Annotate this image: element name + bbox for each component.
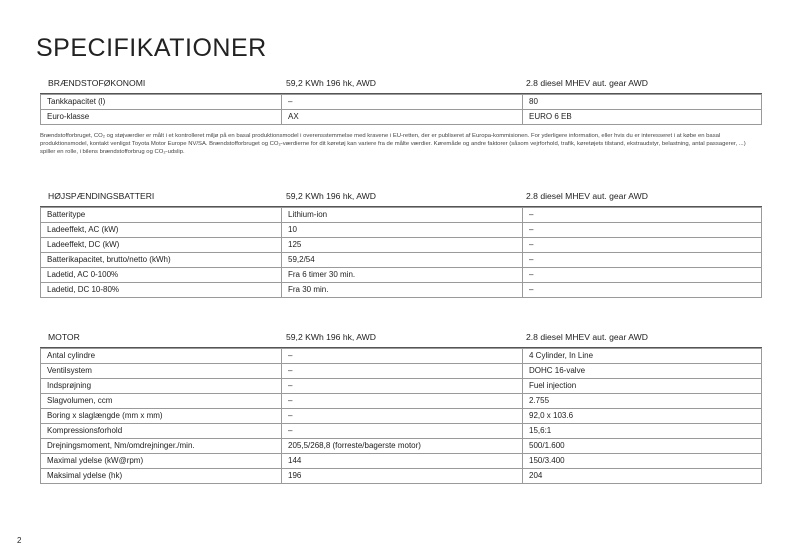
spec-value-diesel: Fuel injection <box>523 379 762 394</box>
column-heading-ev: 59,2 KWh 196 hk, AWD <box>286 191 376 201</box>
fuel-disclaimer-note: Brændstofforbruget, CO₂ og støjværdier er målt i et kontrolleret miljø på en basal produktionsmodel i overensstemmelse med kravene i EU-retten, der er publiseret af Europa-kommisionen. For yderligere information, eller hvis du er interesseret i at købe en basal produktionsmodel, kontakt venligst Toyota Motor Europe NV/SA. Brændstofforbruget og CO₂-værdierne for dit køretøj kan variere fra de målte værdier. Køremåde og andre faktorer (såsom vejrforhold, trafik, køretøjets tilstand, ekstraudstyr, belastning, antal passagerer, ...) spiller en rolle, i bilens brændstofforbrug og CO₂-udslip. <box>40 133 746 156</box>
spec-value-diesel: 80 <box>523 95 762 110</box>
spec-value-diesel: 500/1.600 <box>523 439 762 454</box>
spec-label: Euro-klasse <box>41 110 282 125</box>
spec-value-ev: – <box>282 394 523 409</box>
page-number: 2 <box>17 536 22 545</box>
spec-value-ev: – <box>282 409 523 424</box>
table-row <box>41 223 762 238</box>
table-row <box>41 253 762 268</box>
spec-label: Maximal ydelse (kW@rpm) <box>41 454 282 469</box>
table-row <box>41 110 762 125</box>
spec-table <box>40 207 762 298</box>
spec-value-ev: 59,2/54 <box>282 253 523 268</box>
spec-value-ev: Fra 30 min. <box>282 283 523 298</box>
spec-value-diesel: 15,6:1 <box>523 424 762 439</box>
table-row <box>41 454 762 469</box>
table-row <box>41 364 762 379</box>
spec-label: Boring x slaglængde (mm x mm) <box>41 409 282 424</box>
spec-value-diesel: DOHC 16-valve <box>523 364 762 379</box>
column-heading-diesel: 2.8 diesel MHEV aut. gear AWD <box>526 78 648 88</box>
spec-value-diesel: – <box>523 223 762 238</box>
table-row <box>41 469 762 484</box>
spec-label: Maksimal ydelse (hk) <box>41 469 282 484</box>
table-row <box>41 439 762 454</box>
table-row <box>41 208 762 223</box>
spec-value-diesel: – <box>523 253 762 268</box>
spec-value-diesel: – <box>523 268 762 283</box>
spec-value-diesel: – <box>523 238 762 253</box>
spec-value-diesel: – <box>523 283 762 298</box>
spec-value-ev: 196 <box>282 469 523 484</box>
table-row <box>41 268 762 283</box>
table-row <box>41 379 762 394</box>
column-heading-diesel: 2.8 diesel MHEV aut. gear AWD <box>526 191 648 201</box>
spec-value-diesel: EURO 6 EB <box>523 110 762 125</box>
spec-label: Ladeeffekt, AC (kW) <box>41 223 282 238</box>
fuel-economy-section <box>40 73 762 157</box>
table-row <box>41 424 762 439</box>
section-heading: HØJSPÆNDINGSBATTERI <box>48 191 155 201</box>
spec-value-diesel: 2.755 <box>523 394 762 409</box>
spec-value-ev: 125 <box>282 238 523 253</box>
spec-label: Drejningsmoment, Nm/omdrejninger./min. <box>41 439 282 454</box>
spec-value-ev: – <box>282 95 523 110</box>
section-heading: MOTOR <box>48 332 80 342</box>
spec-value-ev: Lithium-ion <box>282 208 523 223</box>
section-header <box>40 327 762 348</box>
spec-table <box>40 94 762 125</box>
spec-value-diesel: 204 <box>523 469 762 484</box>
spec-label: Indsprøjning <box>41 379 282 394</box>
spec-value-ev: 10 <box>282 223 523 238</box>
table-row <box>41 238 762 253</box>
spec-label: Tankkapacitet (l) <box>41 95 282 110</box>
section-heading: BRÆNDSTOFØKONOMI <box>48 78 146 88</box>
spec-value-ev: – <box>282 349 523 364</box>
spec-label: Antal cylindre <box>41 349 282 364</box>
spec-value-diesel: 92,0 x 103.6 <box>523 409 762 424</box>
spec-value-ev: – <box>282 379 523 394</box>
spec-label: Batteritype <box>41 208 282 223</box>
spec-table <box>40 348 762 484</box>
spec-label: Ventilsystem <box>41 364 282 379</box>
section-header <box>40 186 762 207</box>
column-heading-ev: 59,2 KWh 196 hk, AWD <box>286 332 376 342</box>
spec-label: Ladetid, DC 10-80% <box>41 283 282 298</box>
table-row <box>41 349 762 364</box>
spec-value-ev: – <box>282 424 523 439</box>
column-heading-diesel: 2.8 diesel MHEV aut. gear AWD <box>526 332 648 342</box>
motor-section <box>40 327 762 484</box>
table-row <box>41 95 762 110</box>
spec-value-diesel: 150/3.400 <box>523 454 762 469</box>
spec-value-ev: 144 <box>282 454 523 469</box>
table-row <box>41 394 762 409</box>
spec-value-ev: Fra 6 timer 30 min. <box>282 268 523 283</box>
spec-label: Kompressionsforhold <box>41 424 282 439</box>
spec-value-ev: 205,5/268,8 (forreste/bagerste motor) <box>282 439 523 454</box>
spec-label: Batterikapacitet, brutto/netto (kWh) <box>41 253 282 268</box>
spec-label: Ladetid, AC 0-100% <box>41 268 282 283</box>
column-heading-ev: 59,2 KWh 196 hk, AWD <box>286 78 376 88</box>
spec-value-diesel: 4 Cylinder, In Line <box>523 349 762 364</box>
spec-label: Ladeeffekt, DC (kW) <box>41 238 282 253</box>
battery-section <box>40 186 762 298</box>
spec-value-diesel: – <box>523 208 762 223</box>
spec-value-ev: AX <box>282 110 523 125</box>
spec-label: Slagvolumen, ccm <box>41 394 282 409</box>
table-row <box>41 283 762 298</box>
section-header <box>40 73 762 94</box>
table-row <box>41 409 762 424</box>
page-title: SPECIFIKATIONER <box>36 34 267 62</box>
spec-value-ev: – <box>282 364 523 379</box>
